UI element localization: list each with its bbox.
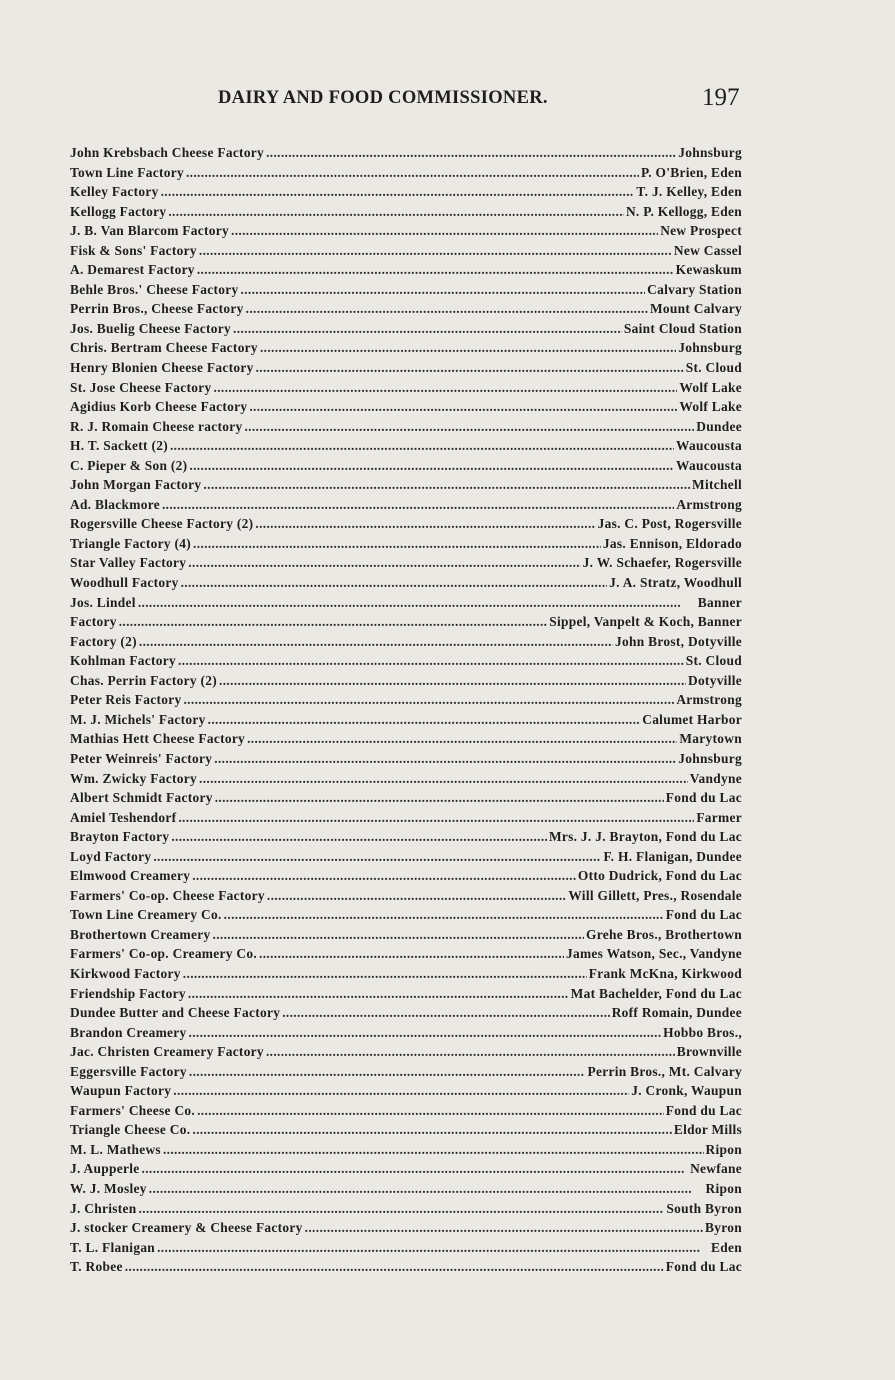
factory-name: Kirkwood Factory (70, 965, 181, 981)
list-item (70, 1120, 742, 1140)
factory-name: Eggersville Factory (70, 1063, 187, 1079)
dot-leader (214, 378, 678, 398)
factory-name: Jos. Lindel (70, 594, 136, 610)
list-item (70, 984, 742, 1004)
factory-location: Ripon (705, 1180, 742, 1196)
dot-leader (162, 495, 674, 515)
list-item (70, 710, 742, 730)
dot-leader (197, 260, 674, 280)
factory-location: St. Cloud (685, 360, 742, 376)
dot-leader (256, 358, 684, 378)
factory-location: Calvary Station (647, 281, 742, 297)
factory-location: Wolf Lake (679, 399, 742, 415)
list-item (70, 1218, 742, 1238)
factory-name: T. Robee (70, 1259, 123, 1275)
factory-name: T. L. Flanigan (70, 1239, 156, 1255)
factory-location: Otto Dudrick, Fond du Lac (577, 868, 742, 884)
factory-name: Kelley Factory (70, 184, 159, 200)
list-item (70, 651, 742, 671)
list-item (70, 553, 742, 573)
factory-location: South Byron (666, 1200, 742, 1216)
factory-name: Triangle Factory (4) (70, 535, 192, 551)
list-item (70, 417, 742, 437)
list-item (70, 944, 742, 964)
dot-leader (189, 456, 674, 476)
dot-leader (189, 1023, 662, 1043)
factory-name: Agidius Korb Cheese Factory (70, 399, 248, 415)
list-item (70, 788, 742, 808)
factory-location: Banner (697, 594, 742, 610)
dot-leader (305, 1218, 703, 1238)
list-item (70, 221, 742, 241)
factory-location: James Watson, Sec., Vandyne (565, 946, 742, 962)
list-item (70, 1159, 742, 1179)
list-item (70, 1081, 742, 1101)
factory-name: C. Pieper & Son (2) (70, 457, 188, 473)
factory-location: Eldor Mills (673, 1122, 742, 1138)
dot-leader (199, 241, 672, 261)
factory-name: Loyd Factory (70, 848, 152, 864)
dot-leader (142, 1159, 689, 1179)
running-head: DAIRY AND FOOD COMMISSIONER. (218, 88, 548, 108)
list-item (70, 280, 742, 300)
factory-name: Brothertown Creamery (70, 926, 211, 942)
factory-location: Fond du Lac (665, 1259, 742, 1275)
factory-name: Peter Reis Factory (70, 692, 182, 708)
factory-location: Fond du Lac (665, 907, 742, 923)
factory-location: Mitchell (692, 477, 742, 493)
factory-name: Farmers' Co-op. Creamery Co. (70, 946, 258, 962)
list-item (70, 593, 742, 613)
dot-leader (183, 964, 587, 984)
factory-location: Perrin Bros., Mt. Calvary (587, 1063, 742, 1079)
dot-leader (255, 514, 595, 534)
list-item (70, 202, 742, 222)
dot-leader (192, 866, 576, 886)
factory-location: Waucousta (676, 457, 742, 473)
factory-location: Fond du Lac (665, 790, 742, 806)
factory-location: Roff Romain, Dundee (611, 1005, 742, 1021)
factory-location: New Cassel (673, 242, 742, 258)
factory-location: Dundee (696, 418, 742, 434)
factory-name: Factory (2) (70, 633, 137, 649)
factory-name: Jac. Christen Creamery Factory (70, 1044, 264, 1060)
factory-location: Vandyne (689, 770, 742, 786)
factory-location: Calumet Harbor (642, 711, 742, 727)
factory-location: Fond du Lac (665, 1102, 742, 1118)
factory-location: T. J. Kelley, Eden (636, 184, 742, 200)
factory-location: Waucousta (676, 438, 742, 454)
factory-name: Amiel Teshendorf (70, 809, 177, 825)
factory-name: Woodhull Factory (70, 575, 179, 591)
factory-name: J. Aupperle (70, 1161, 140, 1177)
factory-location: Johnsburg (678, 145, 742, 160)
factory-location: P. O'Brien, Eden (640, 164, 742, 180)
list-item (70, 163, 742, 183)
page-header (0, 84, 895, 116)
dot-leader (233, 319, 622, 339)
factory-name: Fisk & Sons' Factory (70, 242, 197, 258)
dot-leader (188, 984, 569, 1004)
factory-location: Eden (711, 1239, 742, 1255)
dot-leader (119, 612, 547, 632)
factory-location: Armstrong (676, 692, 742, 708)
list-item (70, 1179, 742, 1199)
factory-location: Kewaskum (675, 262, 742, 278)
factory-name: Henry Blonien Cheese Factory (70, 360, 254, 376)
factory-name: Ad. Blackmore (70, 496, 160, 512)
factory-name: Wm. Zwicky Factory (70, 770, 198, 786)
dot-leader (178, 808, 694, 828)
list-item (70, 260, 742, 280)
list-item (70, 378, 742, 398)
dot-leader (215, 788, 664, 808)
list-item (70, 319, 742, 339)
dot-leader (260, 338, 676, 358)
dot-leader (193, 534, 601, 554)
list-item (70, 475, 742, 495)
dot-leader (208, 710, 641, 730)
factory-name: Brandon Creamery (70, 1024, 187, 1040)
list-item (70, 573, 742, 593)
dot-leader (266, 1042, 675, 1062)
dot-leader (231, 221, 658, 241)
dot-leader (171, 827, 547, 847)
factory-name: Friendship Factory (70, 985, 186, 1001)
list-item (70, 1199, 742, 1219)
list-item (70, 338, 742, 358)
factory-name: Kohlman Factory (70, 653, 177, 669)
factory-location: Armstrong (676, 496, 742, 512)
factory-location: Mount Calvary (649, 301, 742, 317)
dot-leader (259, 944, 564, 964)
list-item (70, 925, 742, 945)
list-item (70, 241, 742, 261)
list-item (70, 866, 742, 886)
dot-leader (181, 573, 608, 593)
list-item (70, 1257, 742, 1277)
dot-leader (139, 632, 613, 652)
factory-location: Frank McKna, Kirkwood (588, 965, 742, 981)
factory-location: Dotyville (687, 672, 742, 688)
dot-leader (213, 925, 585, 945)
list-item (70, 632, 742, 652)
factory-name: Mathias Hett Cheese Factory (70, 731, 246, 747)
dot-leader (178, 651, 684, 671)
dot-leader (161, 182, 635, 202)
dot-leader (224, 905, 664, 925)
list-item (70, 808, 742, 828)
dot-leader (219, 671, 686, 691)
list-item (70, 358, 742, 378)
list-item (70, 1062, 742, 1082)
list-item (70, 1238, 742, 1258)
dot-leader (138, 593, 696, 613)
dot-leader (170, 436, 674, 456)
dot-leader (168, 202, 624, 222)
dot-leader (241, 280, 646, 300)
factory-location: Grehe Bros., Brothertown (586, 926, 742, 942)
list-item (70, 456, 742, 476)
list-item (70, 1042, 742, 1062)
dot-leader (149, 1179, 704, 1199)
factory-name: A. Demarest Factory (70, 262, 195, 278)
list-item (70, 827, 742, 847)
list-item (70, 534, 742, 554)
dot-leader (244, 417, 694, 437)
factory-location: F. H. Flanigan, Dundee (603, 848, 742, 864)
dot-leader (214, 749, 676, 769)
dot-leader (186, 163, 639, 183)
factory-location: Mrs. J. J. Brayton, Fond du Lac (548, 829, 742, 845)
factory-location: Johnsburg (678, 340, 742, 356)
factory-name: Chris. Bertram Cheese Factory (70, 340, 258, 356)
factory-name: Albert Schmidt Factory (70, 790, 213, 806)
dot-leader (246, 299, 648, 319)
factory-name: R. J. Romain Cheese ractory (70, 418, 243, 434)
dot-leader (153, 847, 601, 867)
factory-name: J. B. Van Blarcom Factory (70, 223, 230, 239)
list-item (70, 729, 742, 749)
dot-leader (203, 475, 690, 495)
factory-name: Farmers' Cheese Co. (70, 1102, 196, 1118)
factory-location: Marytown (679, 731, 742, 747)
dot-leader (173, 1081, 629, 1101)
factory-location: St. Cloud (685, 653, 742, 669)
dot-leader (157, 1238, 709, 1258)
list-item (70, 1023, 742, 1043)
dot-leader (125, 1257, 664, 1277)
factory-location: Jas. Ennison, Eldorado (602, 535, 742, 551)
factory-name: H. T. Sackett (2) (70, 438, 168, 454)
factory-name: J. Christen (70, 1200, 137, 1216)
factory-name: St. Jose Cheese Factory (70, 379, 212, 395)
factory-name: Dundee Butter and Cheese Factory (70, 1005, 281, 1021)
factory-location: New Prospect (660, 223, 742, 239)
list-item (70, 299, 742, 319)
dot-leader (139, 1199, 665, 1219)
factory-location: Byron (705, 1220, 742, 1236)
list-item (70, 182, 742, 202)
dot-leader (188, 553, 580, 573)
list-item (70, 690, 742, 710)
factory-location: Johnsburg (678, 750, 742, 766)
factory-name: M. L. Mathews (70, 1141, 161, 1157)
factory-location: N. P. Kellogg, Eden (625, 203, 742, 219)
dot-leader (266, 143, 676, 163)
dot-leader (192, 1120, 671, 1140)
dot-leader (183, 690, 674, 710)
factory-name: J. stocker Creamery & Cheese Factory (70, 1220, 303, 1236)
dot-leader (249, 397, 677, 417)
factory-location: J. W. Schaefer, Rogersville (582, 555, 742, 571)
factory-name: W. J. Mosley (70, 1180, 147, 1196)
factory-location: Ripon (705, 1141, 742, 1157)
factory-name: Elmwood Creamery (70, 868, 191, 884)
factory-name: John Morgan Factory (70, 477, 202, 493)
factory-name: Factory (70, 614, 117, 630)
dot-leader (163, 1140, 704, 1160)
list-item (70, 1003, 742, 1023)
list-item (70, 749, 742, 769)
factory-name: Kellogg Factory (70, 203, 167, 219)
factory-name: Triangle Cheese Co. (70, 1122, 191, 1138)
list-item (70, 769, 742, 789)
factory-name: Town Line Creamery Co. (70, 907, 222, 923)
factory-name: Behle Bros.' Cheese Factory (70, 281, 239, 297)
factory-name: John Krebsbach Cheese Factory (70, 145, 265, 160)
factory-name: Jos. Buelig Cheese Factory (70, 320, 232, 336)
list-item (70, 436, 742, 456)
factory-location: Farmer (696, 809, 742, 825)
list-item (70, 847, 742, 867)
factory-location: Newfane (690, 1161, 742, 1177)
factory-location: Brownville (676, 1044, 742, 1060)
factory-name: M. J. Michels' Factory (70, 711, 206, 727)
factory-location: J. A. Stratz, Woodhull (609, 575, 742, 591)
dot-leader (247, 729, 677, 749)
page-number: 197 (702, 84, 740, 111)
list-item (70, 1140, 742, 1160)
list-item (70, 671, 742, 691)
factory-location: Will Gillett, Pres., Rosendale (568, 887, 742, 903)
factory-name: Farmers' Co-op. Cheese Factory (70, 887, 265, 903)
dot-leader (282, 1003, 609, 1023)
factory-name: Rogersville Cheese Factory (2) (70, 516, 254, 532)
factory-name: Star Valley Factory (70, 555, 187, 571)
list-item (70, 964, 742, 984)
list-item (70, 495, 742, 515)
factory-location: Saint Cloud Station (623, 320, 742, 336)
dot-leader (267, 886, 566, 906)
factory-list (70, 143, 742, 1277)
factory-name: Brayton Factory (70, 829, 170, 845)
factory-name: Peter Weinreis' Factory (70, 750, 213, 766)
list-item (70, 886, 742, 906)
factory-location: Wolf Lake (679, 379, 742, 395)
list-item (70, 514, 742, 534)
dot-leader (197, 1101, 664, 1121)
list-item (70, 143, 742, 163)
factory-name: Town Line Factory (70, 164, 184, 180)
factory-location: Sippel, Vanpelt & Koch, Banner (549, 614, 742, 630)
factory-name: Chas. Perrin Factory (2) (70, 672, 218, 688)
factory-name: Waupun Factory (70, 1083, 172, 1099)
factory-location: Jas. C. Post, Rogersville (597, 516, 742, 532)
dot-leader (189, 1062, 586, 1082)
dot-leader (199, 769, 688, 789)
list-item (70, 612, 742, 632)
factory-name: Perrin Bros., Cheese Factory (70, 301, 244, 317)
list-item (70, 1101, 742, 1121)
list-item (70, 397, 742, 417)
factory-location: J. Cronk, Waupun (631, 1083, 742, 1099)
list-item (70, 905, 742, 925)
factory-location: Mat Bachelder, Fond du Lac (570, 985, 742, 1001)
factory-location: John Brost, Dotyville (615, 633, 742, 649)
factory-location: Hobbo Bros., (663, 1024, 742, 1040)
